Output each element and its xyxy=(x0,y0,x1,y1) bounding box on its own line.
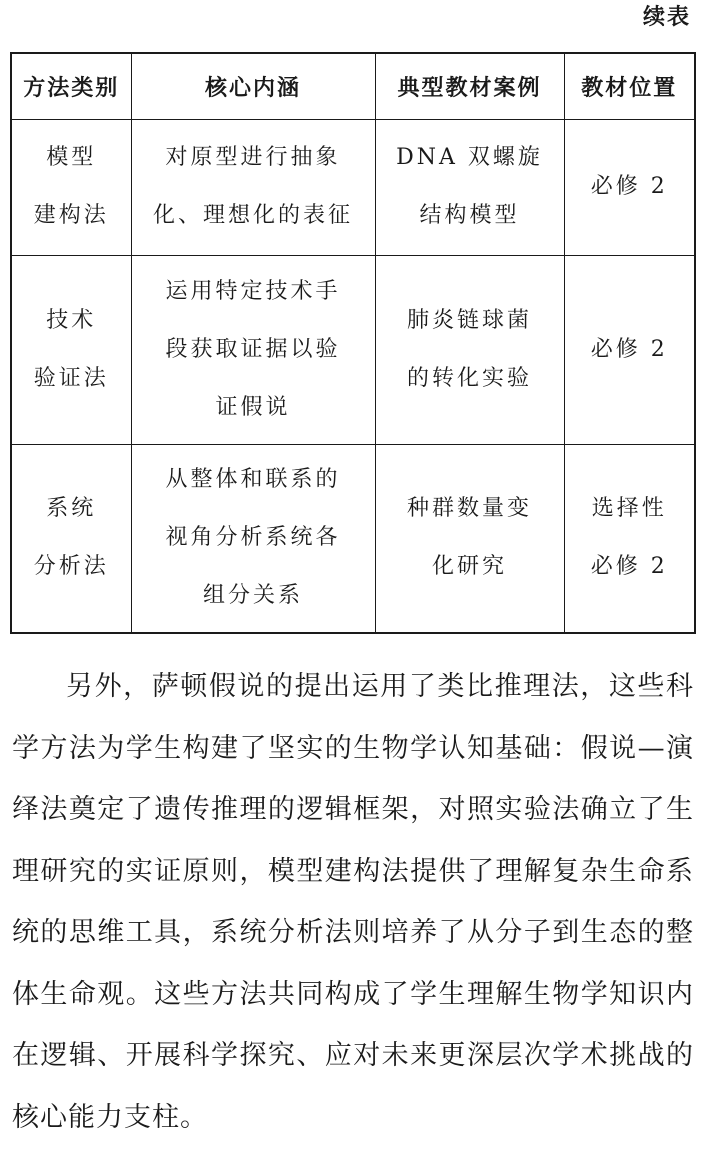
science-methods-table xyxy=(10,52,696,634)
case-cell xyxy=(375,119,564,255)
cell-line: 对原型进行抽象 xyxy=(165,145,341,170)
cell-line: 系统 xyxy=(46,496,97,522)
body-paragraph: 另外，萨顿假说的提出运用了类比推理法，这些科学方法为学生构建了坚实的生物学认知基础：假说—演绎法奠定了遗传推理的逻辑框架，对照实验法确立了生理研究的实证原则，模型建构法提供了理解复杂生命系统的思维工具，系统分析法则培养了从分子到生态的整体生命观。这些方法共同构成了学生理解生物学知识内在逻辑、开展科学探究、应对未来更深层次学术挑战的核心能力支柱。 xyxy=(12,671,694,1133)
cell-line: 种群数量变 xyxy=(406,496,532,522)
table-row xyxy=(11,444,695,633)
connotation-cell xyxy=(131,255,375,444)
method-cell xyxy=(11,444,131,633)
location-cell xyxy=(564,255,695,444)
connotation-cell xyxy=(131,444,375,633)
table-row xyxy=(11,255,695,444)
cell-line: 验证法 xyxy=(33,365,109,391)
table-row xyxy=(11,119,695,255)
case-cell xyxy=(375,255,564,444)
cell-line: 证假说 xyxy=(215,394,291,420)
method-cell xyxy=(11,255,131,444)
cell-line: 运用特定技术手 xyxy=(165,278,341,304)
cell-line: DNA 双螺旋 xyxy=(396,145,543,170)
location-cell xyxy=(564,119,695,255)
cell-line: 结构模型 xyxy=(419,203,520,228)
cell-line: 化研究 xyxy=(431,554,507,580)
cell-line: 建构法 xyxy=(33,203,109,228)
table-continued-label: 续表 xyxy=(642,5,691,30)
cell-line: 肺炎链球菌 xyxy=(406,307,532,333)
location-cell xyxy=(564,444,695,633)
cell-line: 化、理想化的表征 xyxy=(152,203,353,228)
method-cell xyxy=(11,119,131,255)
case-cell xyxy=(375,444,564,633)
cell-line: 必修 2 xyxy=(590,336,668,362)
cell-line: 必修 2 xyxy=(590,174,668,199)
cell-line: 技术 xyxy=(46,307,97,333)
cell-line: 分析法 xyxy=(33,554,109,580)
column-header-location: 教材位置 xyxy=(564,53,695,119)
cell-line: 选择性 xyxy=(591,496,667,522)
cell-line: 段获取证据以验 xyxy=(165,336,341,362)
cell-line: 从整体和联系的 xyxy=(165,467,341,493)
cell-line: 模型 xyxy=(46,145,97,170)
cell-line: 的转化实验 xyxy=(406,365,532,391)
column-header-connotation: 核心内涵 xyxy=(131,53,375,119)
connotation-cell xyxy=(131,119,375,255)
column-header-case: 典型教材案例 xyxy=(375,53,564,119)
table-header-row xyxy=(11,53,695,119)
cell-line: 组分关系 xyxy=(202,583,303,609)
column-header-method: 方法类别 xyxy=(11,53,131,119)
cell-line: 视角分析系统各 xyxy=(165,525,341,551)
cell-line: 必修 2 xyxy=(590,554,668,580)
